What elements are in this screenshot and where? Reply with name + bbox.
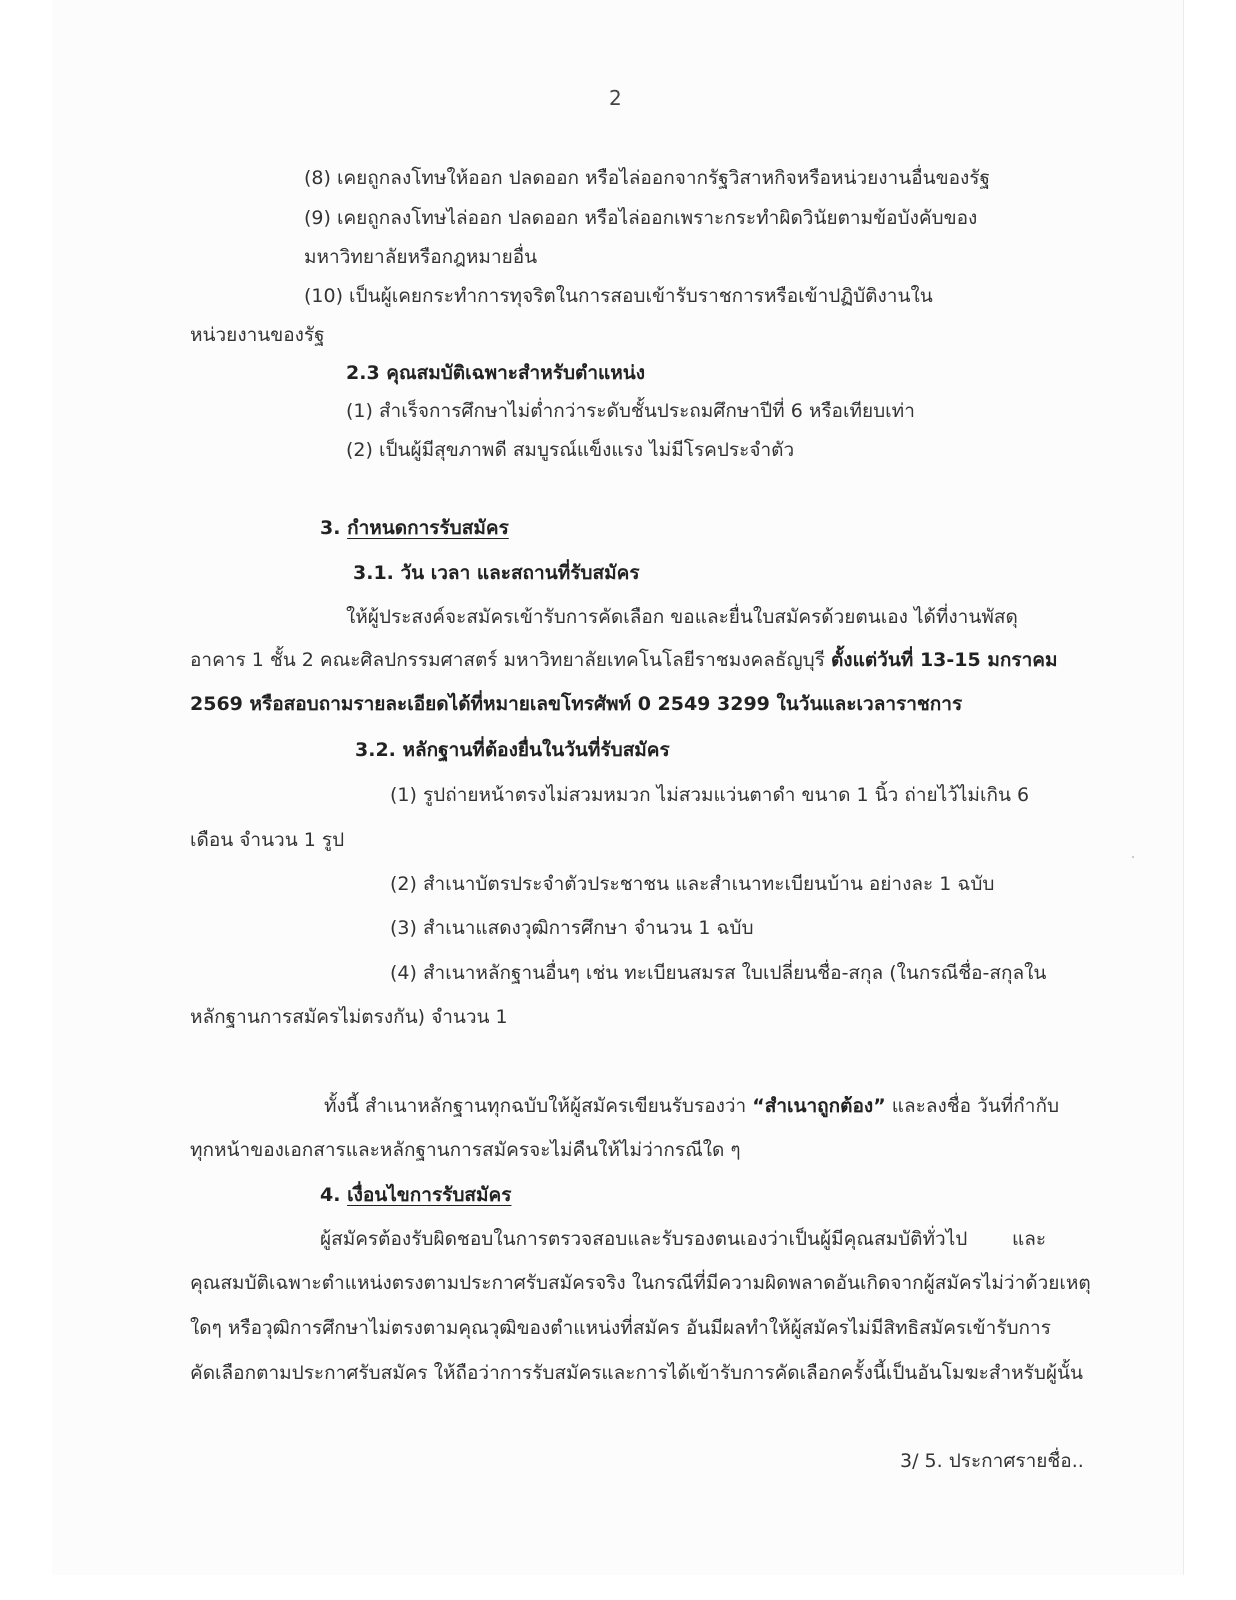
section-4-line-1: ผู้สมัครต้องรับผิดชอบในการตรวจสอบและรับรองตนเองว่าเป็นผู้มีคุณสมบัติทั่วไป: [320, 1228, 968, 1250]
section-3-2-item-2: (2) สำเนาบัตรประจำตัวประชาชน และสำเนาทะเบียนบ้าน อย่างละ 1 ฉบับ: [390, 873, 995, 895]
section-4-line-3: ใดๆ หรือวุฒิการศึกษาไม่ตรงตามคุณวุฒิของตำแหน่งที่สมัคร อันมีผลทำให้ผู้สมัครไม่มีสิทธิสมัครเข้ารับการ: [190, 1317, 1051, 1339]
item-10-line-2: หน่วยงานของรัฐ: [190, 324, 325, 346]
section-3-2-item-1-line-1: (1) รูปถ่ายหน้าตรงไม่สวมหมวก ไม่สวมแว่นตาดำ ขนาด 1 นิ้ว ถ่ายไว้ไม่เกิน 6: [390, 784, 1030, 806]
section-2-3-heading: 2.3 คุณสมบัติเฉพาะสำหรับตำแหน่ง: [346, 362, 646, 384]
section-3-1-para-line-3: 2569 หรือสอบถามรายละเอียดได้ที่หมายเลขโทรศัพท์ 0 2549 3299 ในวันและเวลาราชการ: [190, 693, 963, 715]
section-4-heading: [320, 1182, 511, 1208]
section-4-line-2: คุณสมบัติเฉพาะตำแหน่งตรงตามประกาศรับสมัครจริง ในกรณีที่มีความผิดพลาดอันเกิดจากผู้สมัครไม่ว่าด้วยเหตุ: [190, 1272, 1091, 1294]
section-3-number: 3.: [320, 517, 341, 539]
item-9-line-1: (9) เคยถูกลงโทษไล่ออก ปลดออก หรือไล่ออกเพราะกระทำผิดวินัยตามข้อบังคับของ: [304, 207, 978, 229]
certified-copy-phrase: “สำเนาถูกต้อง”: [752, 1095, 886, 1117]
application-dates: ตั้งแต่วันที่ 13-15 มกราคม: [830, 649, 1058, 671]
item-10-line-1: (10) เป็นผู้เคยกระทำการทุจริตในการสอบเข้ารับราชการหรือเข้าปฏิบัติงานใน: [304, 285, 933, 307]
section-4-title: เงื่อนไขการรับสมัคร: [347, 1184, 512, 1206]
section-3-1-para-line-2: [190, 647, 1057, 673]
note-line-1: [324, 1093, 1059, 1119]
note-line-2: ทุกหน้าของเอกสารและหลักฐานการสมัครจะไม่คืนให้ไม่ว่ากรณีใด ๆ: [190, 1139, 741, 1161]
location-text: อาคาร 1 ชั้น 2 คณะศิลปกรรมศาสตร์ มหาวิทยาลัยเทคโนโลยีราชมงคลธัญบุรี: [190, 649, 831, 671]
section-3-2-item-4-line-2: หลักฐานการสมัครไม่ตรงกัน) จำนวน 1: [190, 1006, 508, 1028]
section-2-3-item-2: (2) เป็นผู้มีสุขภาพดี สมบูรณ์แข็งแรง ไม่มีโรคประจำตัว: [346, 439, 795, 461]
page-number: 2: [609, 86, 622, 110]
section-4-line-1-end: และ: [1012, 1228, 1047, 1250]
section-3-title: กำหนดการรับสมัคร: [347, 517, 509, 539]
scan-speck: [1132, 856, 1134, 858]
section-2-3-item-1: (1) สำเร็จการศึกษาไม่ต่ำกว่าระดับชั้นประถมศึกษาปีที่ 6 หรือเทียบเท่า: [346, 400, 915, 422]
item-8: (8) เคยถูกลงโทษให้ออก ปลดออก หรือไล่ออกจากรัฐวิสาหกิจหรือหน่วยงานอื่นของรัฐ: [304, 167, 990, 189]
section-4-number: 4.: [320, 1184, 341, 1206]
section-3-2-item-4-line-1: (4) สำเนาหลักฐานอื่นๆ เช่น ทะเบียนสมรส ใบเปลี่ยนชื่อ-สกุล (ในกรณีชื่อ-สกุลใน: [390, 962, 1047, 984]
section-3-2-item-1-line-2: เดือน จำนวน 1 รูป: [190, 829, 345, 851]
note-text-after: และลงชื่อ วันที่กำกับ: [885, 1095, 1060, 1117]
section-3-2-heading: 3.2. หลักฐานที่ต้องยื่นในวันที่รับสมัคร: [355, 739, 670, 761]
section-3-heading: [320, 515, 509, 541]
item-9-line-2: มหาวิทยาลัยหรือกฎหมายอื่น: [304, 246, 538, 268]
continuation-note: 3/ 5. ประกาศรายชื่อ..: [900, 1450, 1084, 1472]
section-3-1-para-line-1: ให้ผู้ประสงค์จะสมัครเข้ารับการคัดเลือก ขอและยื่นใบสมัครด้วยตนเอง ได้ที่งานพัสดุ: [346, 606, 1018, 628]
section-3-2-item-3: (3) สำเนาแสดงวุฒิการศึกษา จำนวน 1 ฉบับ: [390, 917, 754, 939]
section-4-line-4: คัดเลือกตามประกาศรับสมัคร ให้ถือว่าการรับสมัครและการได้เข้ารับการคัดเลือกครั้งนี้เป็นอันโมฆะสำหรับผู้นั้น: [190, 1362, 1083, 1384]
section-3-1-heading: 3.1. วัน เวลา และสถานที่รับสมัคร: [353, 562, 640, 584]
note-text-before: ทั้งนี้ สำเนาหลักฐานทุกฉบับให้ผู้สมัครเขียนรับรองว่า: [324, 1095, 753, 1117]
